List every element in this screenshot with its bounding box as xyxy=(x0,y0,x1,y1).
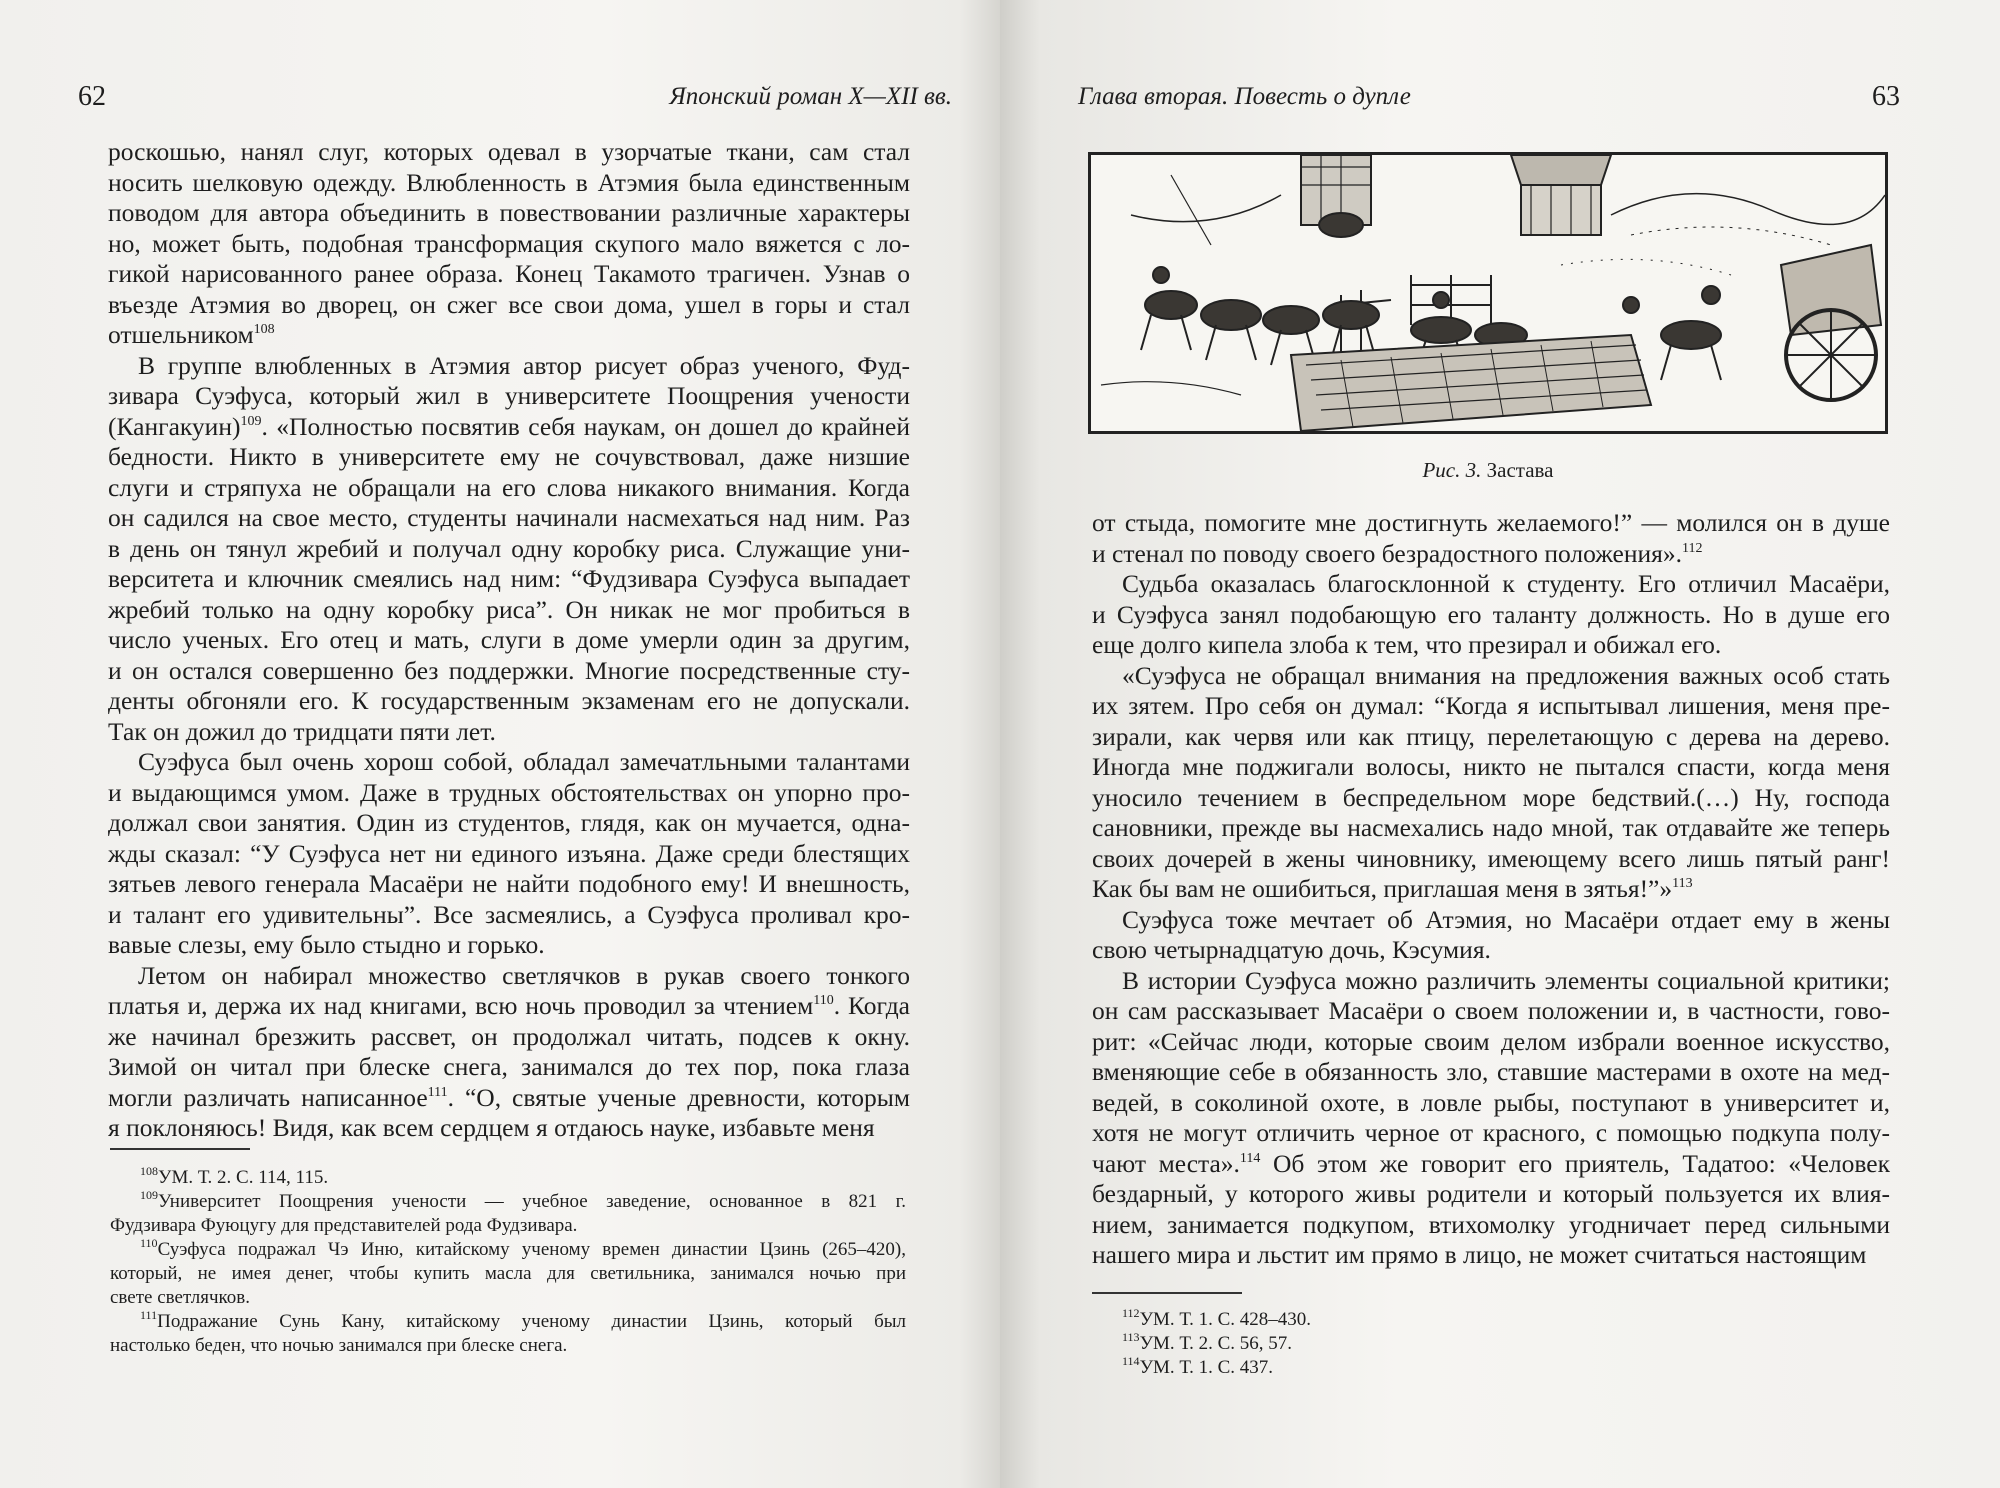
text-line xyxy=(108,229,910,260)
line-text: своих дочерей в жены чиновнику, имеющему всего лишь пятый ранг! xyxy=(1092,843,1890,873)
footnote-text: УМ. Т. 2. С. 114, 115. xyxy=(158,1167,329,1188)
line-text: еще долго кипела злоба к тем, что презирал и обижал его. xyxy=(1092,630,1722,659)
text-line xyxy=(1092,844,1890,875)
line-text: рит: «Сейчас люди, которые своим делом избрали военное искусство, xyxy=(1092,1026,1890,1056)
footnote-ref[interactable]: 109 xyxy=(240,413,262,429)
right-body-text xyxy=(1092,508,1890,1271)
footnote-line xyxy=(110,1334,906,1358)
paragraph xyxy=(108,137,910,351)
footnote-ref[interactable]: 110 xyxy=(813,993,834,1008)
line-text: вменяющие себе в обязанность зло, ставшие мастерами в охоте на мед- xyxy=(1092,1057,1890,1086)
text-line xyxy=(108,290,910,321)
text-line xyxy=(108,259,910,290)
text-line xyxy=(108,991,910,1022)
text-line xyxy=(1092,691,1890,722)
line-text: могли различать написанное xyxy=(108,1082,428,1112)
text-line xyxy=(1092,813,1890,844)
footnote xyxy=(110,1166,906,1190)
line-text: Зимой он читал при блеске снега, занимался до тех пор, пока глаза xyxy=(108,1052,910,1081)
line-text-continued: . Когда xyxy=(833,991,910,1020)
footnote-text: Университет Поощрения учености — учебное заведение, основанное в 821 г. xyxy=(158,1191,906,1212)
line-text-continued: . «Полностью посвятив себя наукам, он дошел до крайней xyxy=(261,411,910,441)
text-line xyxy=(1092,874,1890,905)
right-page-number: 63 xyxy=(1872,81,1900,112)
footnote-text: Фудзивара Фуюцугу для представителей рода Фудзивара. xyxy=(110,1215,578,1236)
line-text: Летом он набирал множество светлячков в рукав своего тонкого xyxy=(138,960,910,990)
text-line xyxy=(108,747,910,778)
line-text: Как бы вам не ошибиться, приглашая меня в зятья!”» xyxy=(1092,874,1673,903)
text-line xyxy=(1092,600,1890,631)
paragraph xyxy=(1092,508,1890,569)
text-line xyxy=(108,168,910,199)
line-text: чают места». xyxy=(1092,1148,1240,1178)
line-text: (Кангакуин) xyxy=(108,411,241,441)
text-line xyxy=(108,1052,910,1083)
text-line xyxy=(108,961,910,992)
text-line xyxy=(108,930,910,961)
footnote xyxy=(1092,1356,1882,1380)
footnote-line xyxy=(110,1310,906,1334)
right-running-head: Глава вторая. Повесть о дупле xyxy=(1078,83,1411,110)
figure-caption-title: Застава xyxy=(1486,458,1554,482)
text-line xyxy=(1092,569,1890,600)
text-line xyxy=(108,503,910,534)
paragraph xyxy=(1092,966,1890,1271)
line-text-continued: . “О, святые ученые древности, которым xyxy=(447,1082,910,1112)
text-line xyxy=(108,381,910,412)
text-line xyxy=(108,1083,910,1114)
text-line xyxy=(108,442,910,473)
paragraph xyxy=(108,351,910,748)
line-text: я поклоняюсь! Видя, как всем сердцем я отдаюсь науке, избавьте меня xyxy=(108,1113,875,1142)
line-text: Так он дожил до тридцати пяти лет. xyxy=(108,716,496,746)
text-line xyxy=(1092,905,1890,936)
footnote xyxy=(110,1310,906,1358)
line-text: от стыда, помогите мне достигнуть желаемого!” — молился он в душе xyxy=(1092,508,1890,537)
footnote-number: 108 xyxy=(140,1164,158,1178)
footnote-line xyxy=(110,1214,906,1238)
left-footnote-rule xyxy=(110,1148,250,1150)
text-line xyxy=(108,351,910,382)
footnote-text: Суэфуса подражал Чэ Иню, китайскому ученому времен династии Цзинь (265–420), xyxy=(157,1239,906,1260)
footnote-ref[interactable]: 113 xyxy=(1672,876,1693,891)
text-line xyxy=(108,595,910,626)
footnote-text: УМ. Т. 2. С. 56, 57. xyxy=(1139,1333,1293,1354)
paragraph xyxy=(108,747,910,961)
line-text: Судьба оказалась благосклонной к студенту. Его отличил Масаёри, xyxy=(1122,569,1890,598)
figure-illustration xyxy=(1088,152,1888,434)
line-text: свою четырнадцатую дочь, Кэсумия. xyxy=(1092,935,1491,964)
text-line xyxy=(108,717,910,748)
footnote-text: Подражание Сунь Кану, китайскому ученому династии Цзинь, который был xyxy=(157,1311,906,1332)
footnote xyxy=(1092,1308,1882,1332)
text-line xyxy=(1092,1088,1890,1119)
line-text: гикой нарисованного ранее образа. Конец Такамото трагичен. Узнав о xyxy=(108,259,910,288)
text-line xyxy=(1092,1149,1890,1180)
line-text: В истории Суэфуса можно различить элементы социальной критики; xyxy=(1122,965,1890,995)
footnote-line xyxy=(110,1238,906,1262)
text-line xyxy=(108,1022,910,1053)
text-line xyxy=(108,900,910,931)
line-text: зивара Суэфуса, который жил в университете Поощрения учености xyxy=(108,381,910,410)
footnote-text: который, не имея денег, чтобы купить масла для светильника, занимался ночью при xyxy=(110,1263,906,1284)
figure-caption xyxy=(1088,458,1888,483)
text-line xyxy=(108,137,910,168)
line-text: вавые слезы, ему было стыдно и горько. xyxy=(108,930,545,959)
footnote-line xyxy=(1092,1308,1882,1332)
footnote-number: 114 xyxy=(1122,1354,1140,1368)
line-text: он сам рассказывает Масаёри о своем положении и, в частности, гово- xyxy=(1092,996,1890,1025)
footnote-text: настолько беден, что ночью занимался при блеске снега. xyxy=(110,1335,568,1356)
line-text: хотя не могут отличить черное от красного, с помощью подкупа полу- xyxy=(1092,1118,1890,1147)
line-text: Суэфуса тоже мечтает об Атэмия, но Масаёри отдает ему в жены xyxy=(1122,904,1890,934)
line-text: сановники, прежде вы насмехались надо мной, так отдавайте же теперь xyxy=(1092,813,1890,842)
footnote-ref[interactable]: 112 xyxy=(1681,540,1703,556)
text-line xyxy=(108,656,910,687)
text-line xyxy=(1092,783,1890,814)
line-text: бездарный, у которого живы родители и который пользуется их влия- xyxy=(1092,1179,1890,1208)
paragraph xyxy=(1092,661,1890,905)
line-text: но, может быть, подобная трансформация скупого мало вяжется с ло- xyxy=(108,228,910,258)
text-line xyxy=(108,869,910,900)
right-footnotes xyxy=(1092,1308,1882,1380)
text-line xyxy=(1092,1057,1890,1088)
left-body-text xyxy=(108,137,910,1144)
footnote-number: 109 xyxy=(140,1188,158,1202)
text-line xyxy=(1092,539,1890,570)
text-line xyxy=(108,320,910,351)
footnote-line xyxy=(110,1190,906,1214)
footnote xyxy=(110,1238,906,1310)
line-text: бедности. Никто в университете ему не сочувствовал, даже низшие xyxy=(108,442,910,471)
text-line xyxy=(108,564,910,595)
text-line xyxy=(108,778,910,809)
text-line xyxy=(1092,1210,1890,1241)
text-line xyxy=(108,686,910,717)
paragraph xyxy=(108,961,910,1144)
line-text: въезде Атэмия во дворец, он сжег все свои дома, ушел в горы и стал xyxy=(108,289,910,319)
footnote-number: 113 xyxy=(1122,1330,1140,1344)
line-text: ведей, в соколиной охоте, в ловле рыбы, поступают в университет и, xyxy=(1092,1087,1890,1117)
right-footnote-rule xyxy=(1092,1292,1242,1294)
footnote-ref[interactable]: 108 xyxy=(253,322,275,337)
text-line xyxy=(1092,1179,1890,1210)
text-line xyxy=(108,534,910,565)
line-text: роскошью, нанял слуг, которых одевал в узорчатые ткани, сам стал xyxy=(108,137,910,166)
line-text: Суэфуса был очень хорош собой, обладал замечатльными талантами xyxy=(138,747,910,776)
figure-caption-label: Рис. 3. xyxy=(1422,458,1482,482)
line-text: слуги и стряпуха не обращали на его слова никакого внимания. Когда xyxy=(108,472,910,502)
line-text: и стенал по поводу своего безрадостного положения». xyxy=(1092,538,1682,568)
text-line xyxy=(1092,996,1890,1027)
text-line xyxy=(1092,1118,1890,1149)
paragraph xyxy=(1092,905,1890,966)
paragraph xyxy=(1092,569,1890,661)
line-text: и Суэфуса занял подобающую его таланту должность. Но в душе его xyxy=(1092,599,1890,629)
footnote-ref[interactable]: 114 xyxy=(1239,1150,1261,1166)
footnote-ref[interactable]: 111 xyxy=(427,1084,448,1100)
text-line xyxy=(1092,1027,1890,1058)
footnote-number: 111 xyxy=(140,1308,158,1322)
text-line xyxy=(108,1113,910,1144)
text-line xyxy=(1092,935,1890,966)
text-line xyxy=(108,198,910,229)
line-text: и выдающимся умом. Даже в трудных обстоятельствах он упорно про- xyxy=(108,777,910,807)
footnote xyxy=(110,1190,906,1238)
text-line xyxy=(108,412,910,443)
text-line xyxy=(1092,508,1890,539)
line-text: жды сказал: “У Суэфуса нет ни единого изъяна. Даже среди блестящих xyxy=(108,838,910,868)
footnote xyxy=(1092,1332,1882,1356)
line-text: поводом для автора объединить в повествовании различные характеры xyxy=(108,198,910,227)
text-line xyxy=(108,808,910,839)
text-line xyxy=(1092,722,1890,753)
text-line xyxy=(108,839,910,870)
footnote-text: УМ. Т. 1. С. 437. xyxy=(1139,1357,1274,1378)
line-text: число ученых. Его отец и мать, слуги в доме умерли один за другим, xyxy=(108,625,910,654)
footnote-line xyxy=(110,1262,906,1286)
footnote-text: УМ. Т. 1. С. 428–430. xyxy=(1139,1309,1312,1330)
left-footnotes xyxy=(110,1166,906,1358)
line-text: зирали, как червя или как птицу, перелетающую с дерева на дерево. xyxy=(1092,721,1890,751)
line-text: Иногда мне поджигали волосы, никто не пытался спасти, когда меня xyxy=(1092,752,1890,781)
line-text: их зятем. Про себя он думал: “Когда я испытывал лишения, меня пре- xyxy=(1092,691,1890,720)
checkpoint-woodcut-illustration xyxy=(1091,155,1885,431)
text-line xyxy=(108,473,910,504)
line-text: нием, занимается подкупом, втихомолку угодничает перед сильными xyxy=(1092,1209,1890,1239)
line-text: верситета и ключник смеялись над ним: “Фудзивара Суэфуса выпадает xyxy=(108,564,910,593)
left-page-number: 62 xyxy=(78,81,106,112)
footnote-line xyxy=(110,1166,906,1190)
footnote-line xyxy=(1092,1332,1882,1356)
left-running-head: Японский роман X—XII вв. xyxy=(669,83,952,110)
line-text: «Суэфуса не обращал внимания на предложения важных особ стать xyxy=(1122,660,1890,690)
line-text: носить шелковую одежду. Влюбленность в Атэмия была единственным xyxy=(108,167,910,197)
line-text: он садился на свое место, студенты начинали насмехаться над ним. Раз xyxy=(108,503,910,532)
footnote-line xyxy=(110,1286,906,1310)
line-text: нашего мира и льстит им прямо в лицо, не может считаться настоящим xyxy=(1092,1240,1867,1269)
text-line xyxy=(108,625,910,656)
line-text: и он остался совершенно без поддержки. Многие посредственные сту- xyxy=(108,655,910,685)
line-text-continued: Об этом же говорит его приятель, Тадатоо: «Человек xyxy=(1260,1148,1890,1178)
line-text: должал свои занятия. Один из студентов, глядя, как он мучается, одна- xyxy=(108,808,910,837)
line-text: платья и, держа их над книгами, всю ночь проводил за чтением xyxy=(108,991,814,1020)
text-line xyxy=(1092,966,1890,997)
line-text: зятьев левого генерала Масаёри не найти подобного ему! И внешность, xyxy=(108,869,910,898)
line-text: же начинал брезжить рассвет, он продолжал читать, подсев к окну. xyxy=(108,1021,910,1051)
text-line xyxy=(1092,1240,1890,1271)
line-text: денты обгоняли его. К государственным экзаменам его не допускали. xyxy=(108,686,910,715)
footnote-number: 110 xyxy=(140,1236,158,1250)
line-text: в день он тянул жребий и получал одну коробку риса. Служащие уни- xyxy=(108,533,910,563)
footnote-text: свете светлячков. xyxy=(110,1287,251,1308)
line-text: жребий только на одну коробку риса”. Он никак не мог пробиться в xyxy=(108,594,910,624)
line-text: уносило течением в беспредельном море бедствий.(…) Ну, господа xyxy=(1092,782,1890,812)
footnote-number: 112 xyxy=(1122,1306,1140,1320)
footnote-line xyxy=(1092,1356,1882,1380)
line-text: В группе влюбленных в Атэмия автор рисует образ ученого, Фуд- xyxy=(138,350,910,380)
text-line xyxy=(1092,752,1890,783)
line-text: отшельником xyxy=(108,320,254,349)
text-line xyxy=(1092,630,1890,661)
text-line xyxy=(1092,661,1890,692)
line-text: и талант его удивительны”. Все засмеялись, а Суэфуса проливал кро- xyxy=(108,899,910,929)
